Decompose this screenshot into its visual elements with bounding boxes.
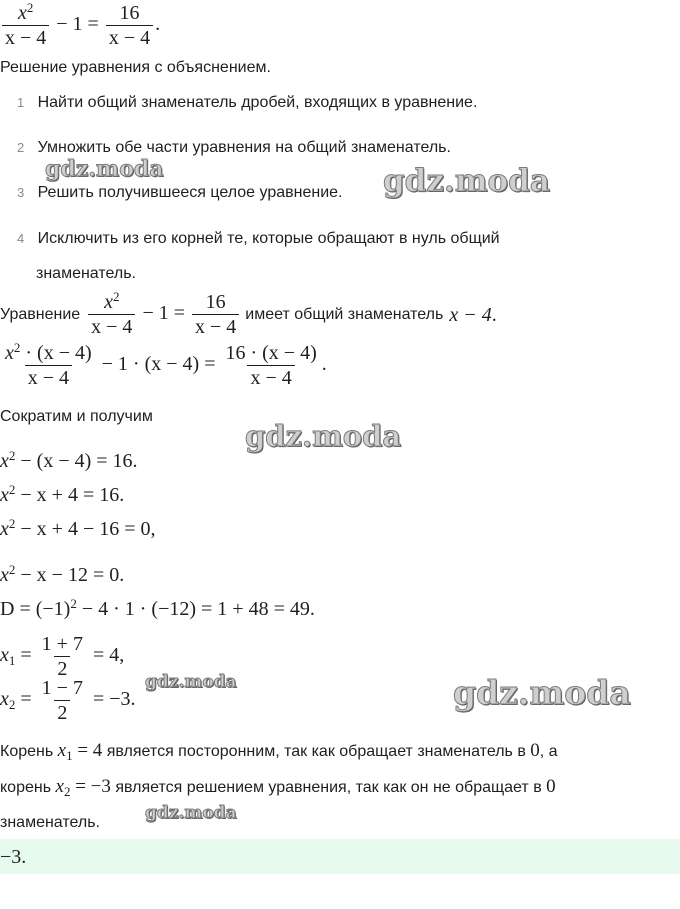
- conclusion-line-2: корень $x_2 = -3$ является решением уравнения, так как он не обращает в 0: [0, 776, 556, 799]
- equation-line-2: $x^2 - x + 4 = 16$.: [0, 482, 125, 506]
- header-equation: $\frac{x^2}{x - 4}$ − 1 = $\frac{16}{x - 4}$ .: [0, 2, 160, 49]
- watermark: gdz.moda: [145, 672, 237, 692]
- fraction: $\frac{16 \cdot (x - 4)}{x - 4}$: [225, 342, 317, 389]
- fraction: $\frac{x^2 \cdot (x - 4)}{x - 4}$: [5, 340, 92, 389]
- common-denominator-line: Уравнение $\frac{x^2}{x - 4}$ − 1 = $\frac{16}{x - 4}$ имеет общий знаменатель x − 4.: [0, 289, 497, 338]
- watermark: gdz.moda: [245, 419, 402, 453]
- equation-line-4: $x^2 - x - 12 = 0$.: [0, 562, 125, 586]
- discriminant-line: $D = (-1)^2 - 4 \cdot 1 \cdot (-12) = 1 + 48 = 49$.: [0, 596, 315, 620]
- fraction: $\frac{1 + 7}{2}$: [41, 633, 83, 680]
- simplify-label: Сократим и получим: [0, 408, 153, 425]
- root-x1: $x_1$ = $\frac{1 + 7}{2}$ = 4,: [0, 633, 125, 680]
- conclusion-line-1: Корень $x_1 = 4$ является посторонним, так как обращает знаменатель в 0, а: [0, 740, 558, 763]
- watermark: gdz.moda: [45, 156, 164, 182]
- fraction: $\frac{x^2}{x - 4}$: [2, 2, 49, 49]
- step-4-continuation: знаменатель.: [36, 265, 136, 282]
- multiplied-equation: $\frac{x^2 \cdot (x - 4)}{x - 4}$ − 1 · (x − 4) = $\frac{16 \cdot (x - 4)}{x - 4}$ .: [0, 342, 327, 389]
- equation-line-3: $x^2 - x + 4 - 16 = 0$,: [0, 516, 156, 540]
- intro-text: Решение уравнения с объяснением.: [0, 59, 271, 76]
- watermark: gdz.moda: [383, 163, 550, 199]
- step-4: 4 Исключить из его корней те, которые обращают в нуль общий: [17, 230, 500, 247]
- fraction: $\frac{16}{x - 4}$: [106, 2, 153, 49]
- answer-box: [0, 839, 680, 874]
- fraction: $\frac{16}{x - 4}$: [192, 291, 239, 338]
- watermark: gdz.moda: [145, 803, 237, 823]
- conclusion-line-3: знаменатель.: [0, 814, 100, 831]
- step-2: 2 Умножить обе части уравнения на общий знаменатель.: [17, 139, 451, 156]
- fraction: $\frac{x^2}{x - 4}$: [88, 291, 135, 338]
- equation-line-1: $x^2 - (x - 4) = 16$.: [0, 448, 138, 472]
- answer-value: −3.: [0, 846, 27, 868]
- watermark: gdz.moda: [453, 673, 631, 712]
- fraction: $\frac{1 - 7}{2}$: [41, 677, 83, 724]
- root-x2: $x_2$ = $\frac{1 - 7}{2}$ = −3.: [0, 677, 136, 724]
- step-1: 1 Найти общий знаменатель дробей, входящих в уравнение.: [17, 94, 478, 111]
- step-3: 3 Решить получившееся целое уравнение.: [17, 184, 343, 201]
